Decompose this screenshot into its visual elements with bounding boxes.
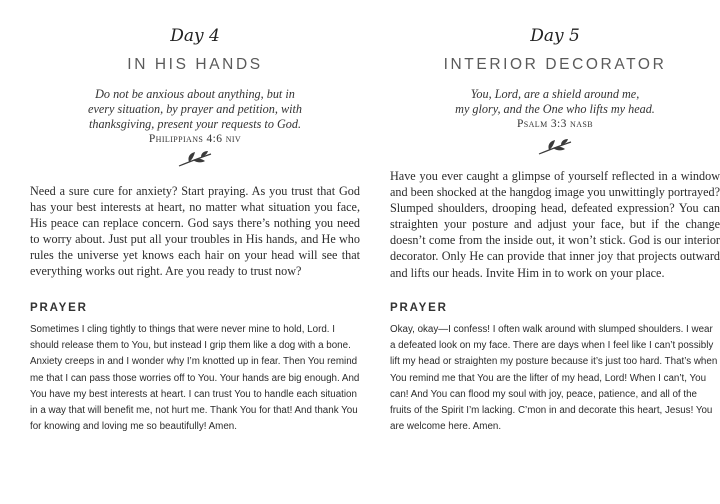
scripture-verse [30,87,360,147]
leaf-sprig-icon [537,138,573,156]
verse-line: Do not be anxious about anything, but in [95,87,295,101]
day-label: Day 4 [170,26,220,46]
leaf-sprig-icon [177,150,213,168]
day-label: Day 5 [530,26,580,46]
verse-line: You, Lord, are a shield around me, [470,87,640,101]
prayer-heading: PRAYER [390,302,448,314]
prayer-text: Okay, okay—I confess! I often walk around with slumped shoulders. I wear a defeated look on my face. There are days when I feel like I can’t possibly lift my head or straighten my posture because it’s just too hard. That’s when You remind me that You are the lifter of my head, Lord! When I can’t, You can! And You can flood my soul with joy, peace, patience, and all of the fruits of the Spirit I’m lacking. C’mon in and decorate this heart, Jesus! You are welcome here. Amen. [390,324,718,433]
scripture-verse [390,87,720,132]
left-page [30,0,360,504]
devotional-body: Have you ever caught a glimpse of yourself reflected in a window and been shocked at the hangdog image you unwittingly portrayed? Slumped shoulders, drooping head, defeated expression? You can straighten your posture and adjust your face, but if the change doesn’t come from the inside out, it won’t stick. God is our interior decorator. Only He can provide that inner joy that projects outward and lifts our heads. Invite Him in to work on your place. [390,169,720,280]
verse-line: thanksgiving, present your requests to God. [88,117,301,131]
prayer-heading: PRAYER [30,302,88,314]
prayer-text: Sometimes I cling tightly to things that were never mine to hold, Lord. I should release them to You, but instead I grip them like a dog with a bone. Anxiety creeps in and I wonder why I’m knotted up in fear. Then You remind me that I can pass those worries off to You. Your hands are big enough. And You have my best interests at heart. I can trust You to handle each situation in a way that will benefit me, not hurt me. Thank You for that! And thank You for knowing and loving me so beautifully! Amen. [30,324,360,433]
verse-reference: Philippians 4:6 niv [148,133,242,145]
verse-reference: Psalm 3:3 nasb [516,118,593,130]
page-title: INTERIOR DECORATOR [443,56,667,73]
right-page [390,0,720,504]
verse-line: every situation, by prayer and petition, with [88,102,302,116]
page-title: IN HIS HANDS [127,56,263,73]
devotional-body: Need a sure cure for anxiety? Start praying. As you trust that God has your best interests at heart, no matter what situation you face, His peace can replace concern. God says there’s nothing you need to worry about. Just put all your troubles in His hands, and He who rules the universe yet knows each hair on your head will see that everything works out right. Are you ready to trust now? [30,184,360,279]
verse-line: my glory, and the One who lifts my head. [455,102,655,116]
